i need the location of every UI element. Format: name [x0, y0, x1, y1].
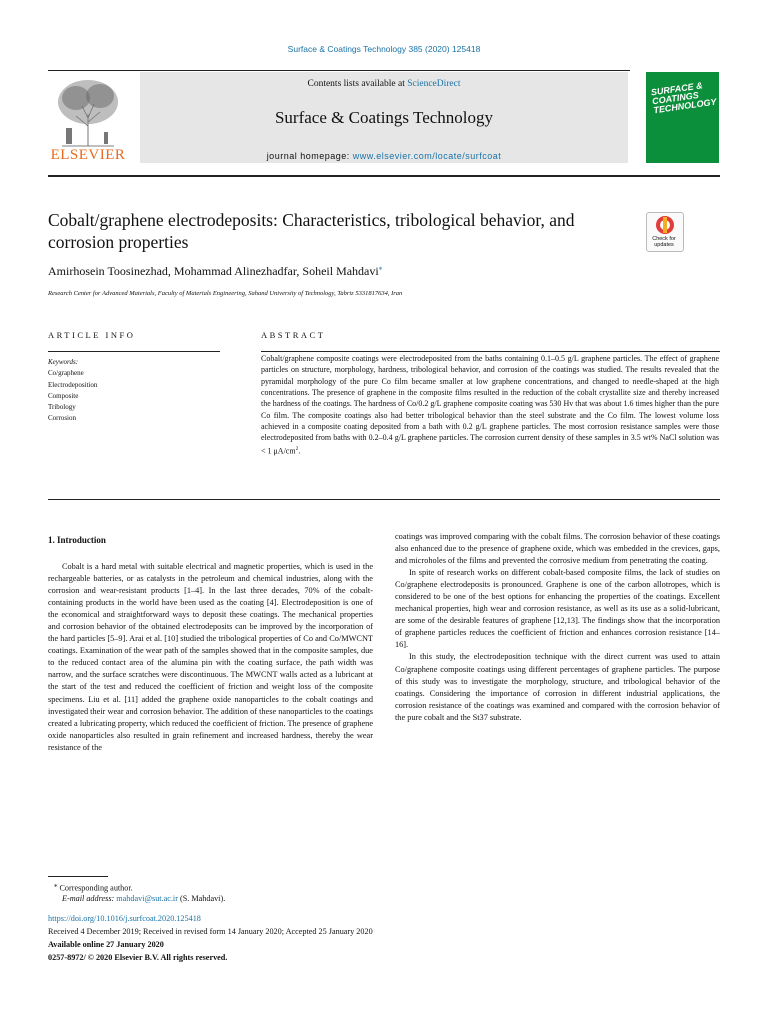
journal-title: Surface & Coatings Technology	[274, 108, 494, 127]
abstract-heading: ABSTRACT	[261, 330, 326, 340]
corresponding-author-note	[54, 881, 133, 893]
affiliation: Research Center for Advanced Materials, Faculty of Materials Engineering, Sahand University of Technology, Tabriz 5331817634, Iran	[48, 290, 403, 297]
keywords-label: Keywords:	[48, 358, 79, 366]
paper-title: Cobalt/graphene electrodeposits: Characteristics, tribological behavior, and corrosion properties	[48, 210, 575, 252]
abstract-body: Cobalt/graphene composite coatings were electrodeposited from the baths containing 0.1–0.5 g/L graphene particles. The effect of graphene particles on structure, morphology, hardness, tribological behavior, and corrosion of the coatings was studied. The results revealed that the pyramidal morphology of the pure Co film became smaller at low graphene concentrations, and changed to needle-shaped at the high concentrations. The presence of graphene in the composite films resulted in the reduction of the cobalt crystallite size and thereby increased the hardness of the coatings. The hardness of Co/0.2 g/L graphene composite coating was 530 Hv that was about 1.6 times higher than the pure Co film. The composite coatings also had better tribological behavior than the steel substrate and the Co film. The lowest volume loss achieved in a composite coating deposited from a bath with 0.2 g/L graphene particles. The most corrosion resistance samples were those electrodeposited from baths with 0.2–0.4 g/L graphene particles. The corrosion current density of these samples in 3.5 wt% NaCl solution was < 1 μA/cm	[261, 354, 719, 456]
authors-names: Amirhosein Toosinezhad, Mohammad Alinezhadfar, Soheil Mahdavi	[48, 264, 379, 278]
journal-homepage	[140, 151, 628, 161]
top-rule	[48, 70, 630, 71]
available-online: Available online 27 January 2020	[48, 940, 164, 949]
abstract-superscript: 2	[295, 445, 299, 452]
keyword-item: Corrosion	[48, 414, 76, 423]
abstract-bottom-rule	[48, 499, 720, 500]
intro-paragraph: coatings was improved comparing with the cobalt films. The corrosion behavior of these coatings also enhanced due to the presence of graphene oxide, which was embedded in the crevices, gaps, and microholes of the films and prevented the corrosive medium from penetrating the coating.	[395, 532, 720, 566]
abstract-rule	[261, 351, 720, 352]
article-info-heading: ARTICLE INFO	[48, 330, 136, 340]
intro-left-column	[48, 561, 373, 754]
email-link[interactable]: mahdavi@sut.ac.ir	[116, 894, 178, 903]
email-suffix: (S. Mahdavi).	[177, 894, 226, 903]
email-note	[62, 894, 225, 903]
email-label: E-mail address:	[62, 894, 117, 903]
abstract-text	[261, 353, 719, 457]
journal-reference[interactable]: Surface & Coatings Technology 385 (2020) 125418	[287, 44, 481, 54]
keywords-block	[48, 357, 97, 425]
homepage-link[interactable]: www.elsevier.com/locate/surfcoat	[352, 151, 502, 161]
keyword-item: Co/graphene	[48, 369, 84, 378]
intro-paragraph: In spite of research works on different cobalt-based composite films, the lack of studies on Co/graphene electrodeposits is pronounced. Graphene is one of the carbon allotropes, which is considered to be one of the best options for enhancing the properties of the coatings. Excellent mechanical properties, high wear and corrosion resistance, as well as its use as a solid-lubricant, are some of the desirable features of graphene [12,13]. The findings show that the incorporation of graphene particles reduces the coefficient of friction and enhances corrosion resistance [14–16].	[395, 568, 720, 650]
contents-available	[140, 79, 628, 89]
article-info-rule	[48, 351, 220, 352]
corresponding-mark: ⁎	[54, 882, 58, 889]
header-bottom-rule	[48, 175, 720, 177]
keyword-item: Composite	[48, 391, 79, 400]
corresponding-text: Corresponding author.	[57, 883, 133, 893]
sciencedirect-link[interactable]: ScienceDirect	[407, 79, 461, 89]
intro-right-column	[395, 531, 720, 724]
crossmark-icon	[647, 213, 683, 237]
received-dates: Received 4 December 2019; Received in revised form 14 January 2020; Accepted 25 January 2020	[48, 927, 373, 936]
copyright: 0257-8972/ © 2020 Elsevier B.V. All rights reserved.	[48, 953, 228, 962]
footnote-rule	[48, 876, 108, 877]
author-list	[48, 264, 382, 279]
intro-paragraph: Cobalt is a hard metal with suitable electrical and magnetic properties, which is used in the rechargeable batteries, or as catalysts in the petroleum and chemical industries, along with the corrosion and wear-resistant products [1–4]. In the last three decades, 70% of the cobalt-containing products in the world have been used as the coating [4]. Electrodeposition is one of the economical and straightforward ways to deposit these coatings. The mechanical properties and corrosion behavior of the obtained electrodeposits can be improved by the incorporation of the hard particles [5–9]. Arai et al. [10] studied the tribological properties of Co and Co/MWCNT coatings. Examination of the wear path of the samples showed that in the composite samples, due to the reduced contact area of the alumina pin with the coating surface, the path width was narrow, and the surface scratches were discontinuous. The MWCNT walls acted as a lubricant at the start of the test and reduced the coefficient of friction and weight loss of the composite specimens. Liu et al. [11] added the graphene oxide nanoparticles to the cobalt coatings and investigated their wear and corrosion behavior. The addition of these nanoparticles to the coatings created a lubricating property, which reduced the coefficient of friction. The presence of graphene oxide nanoparticles also resulted in grain refinement and increased hardness, thereby the wear resistance of the	[48, 562, 373, 752]
abstract-end: .	[298, 446, 301, 456]
corresponding-author-mark[interactable]: ⁎	[378, 264, 383, 272]
intro-paragraph: In this study, the electrodeposition technique with the direct current was used to attain Co/graphene composite coatings using different percentages of graphene particles. The purpose of this study was to investigate the morphology, structure, and tribological behavior of the coatings. Considering the importance of corrosion in different industrial applications, the corrosion resistance of the coatings was examined and compared with the corrosion behavior of the pure cobalt and the St37 substrate.	[395, 652, 720, 722]
introduction-heading: 1. Introduction	[48, 535, 106, 545]
contents-prefix: Contents lists available at	[307, 79, 408, 89]
homepage-prefix: journal homepage:	[266, 151, 353, 161]
crossmark-label: Check for updates	[652, 236, 676, 248]
keyword-item: Electrodeposition	[48, 380, 98, 389]
elsevier-logo-text: ELSEVIER	[50, 147, 126, 163]
keyword-item: Tribology	[48, 403, 76, 412]
journal-cover-title: SURFACE & COATINGS TECHNOLOGY	[650, 80, 718, 116]
doi-link[interactable]: https://doi.org/10.1016/j.surfcoat.2020.125418	[48, 914, 201, 923]
